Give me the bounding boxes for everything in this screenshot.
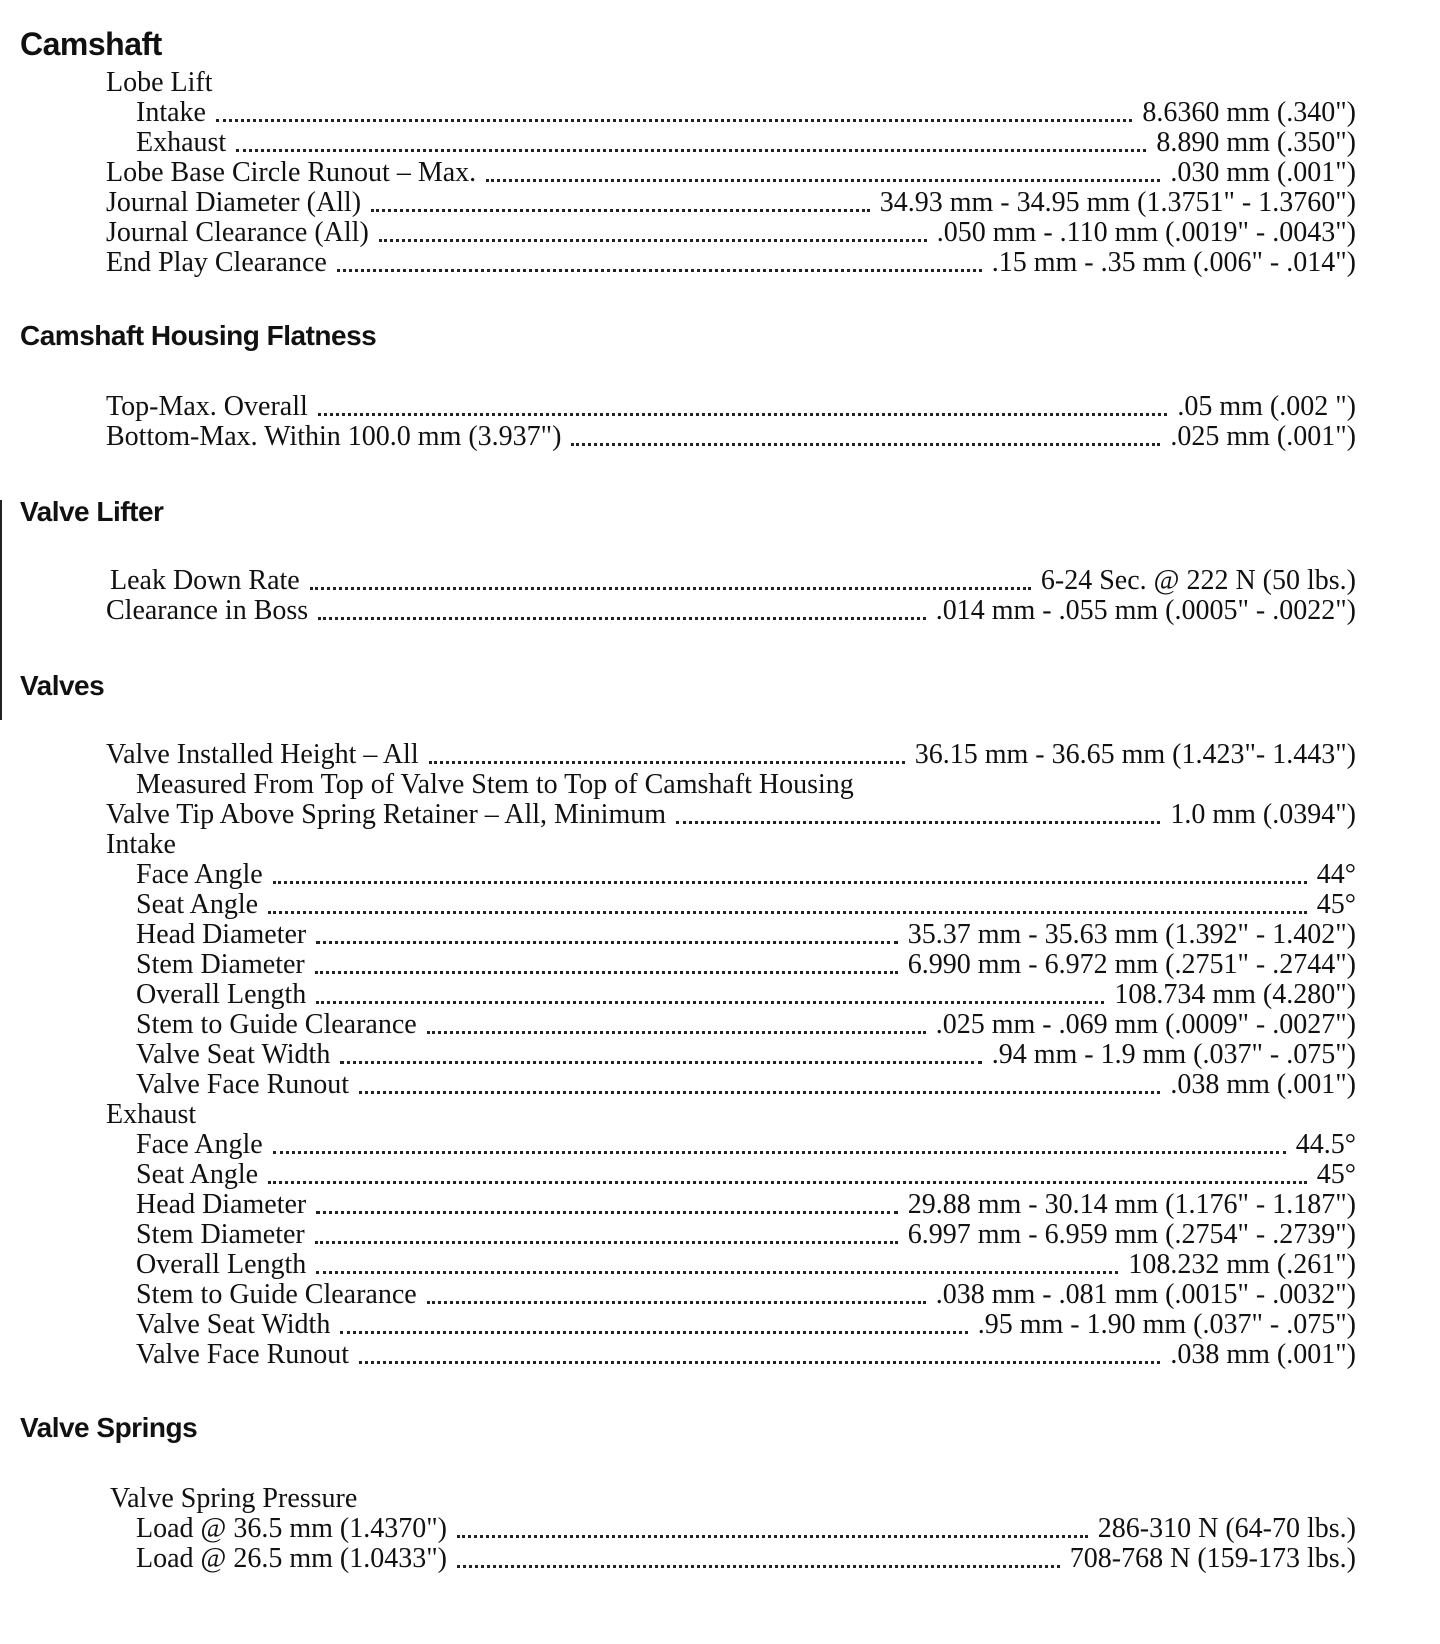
spec-value: .025 mm (.001"): [1170, 421, 1356, 452]
spec-value: 34.93 mm - 34.95 mm (1.3751" - 1.3760"): [879, 187, 1356, 218]
spec-value: .05 mm (.002 "): [1177, 391, 1356, 422]
spec-value: 6.990 mm - 6.972 mm (.2751" - .2744"): [907, 949, 1356, 980]
dot-leader: [379, 219, 927, 242]
spec-value: 286-310 N (64-70 lbs.): [1097, 1513, 1356, 1544]
dot-leader: [316, 981, 1104, 1004]
spec-label: End Play Clearance: [106, 247, 327, 278]
spec-label: Overall Length: [136, 979, 307, 1010]
dot-leader: [310, 567, 1031, 590]
spec-value: 108.734 mm (4.280"): [1114, 979, 1356, 1010]
dot-leader: [340, 1311, 967, 1334]
spec-row: [110, 566, 1356, 596]
spec-label: Seat Angle: [136, 889, 259, 920]
dot-leader: [268, 891, 1307, 914]
spec-label: Exhaust: [136, 127, 227, 158]
dot-leader: [429, 741, 905, 764]
spec-label: Valve Seat Width: [136, 1039, 331, 1070]
spec-label: Head Diameter: [136, 919, 307, 950]
spec-label: Head Diameter: [136, 1189, 307, 1220]
spec-value: 45°: [1316, 889, 1356, 920]
dot-leader: [337, 249, 982, 272]
spec-value: .025 mm - .069 mm (.0009" - .0027"): [935, 1009, 1356, 1040]
spec-label: Seat Angle: [136, 1159, 259, 1190]
dot-leader: [340, 1041, 981, 1064]
spec-label: Lobe Base Circle Runout – Max.: [106, 157, 477, 188]
spec-label: Valve Seat Width: [136, 1309, 331, 1340]
spec-label: Bottom-Max. Within 100.0 mm (3.937"): [106, 421, 562, 452]
spec-value: .15 mm - .35 mm (.006" - .014"): [991, 247, 1356, 278]
dot-leader: [315, 1221, 898, 1244]
spec-row: [136, 920, 1356, 950]
spec-value: 8.6360 mm (.340"): [1142, 97, 1356, 128]
spec-row: [136, 1220, 1356, 1250]
spec-value: .95 mm - 1.90 mm (.037" - .075"): [977, 1309, 1356, 1340]
dot-leader: [268, 1161, 1307, 1184]
spec-label: Overall Length: [136, 1249, 307, 1280]
spec-row: [136, 1040, 1356, 1070]
spec-row: [106, 800, 1356, 830]
spec-label: Stem to Guide Clearance: [136, 1279, 417, 1310]
spec-row: [136, 1544, 1356, 1574]
spec-value: 6-24 Sec. @ 222 N (50 lbs.): [1040, 565, 1356, 596]
spec-value: .038 mm - .081 mm (.0015" - .0032"): [935, 1279, 1356, 1310]
section-title-valve-lifter: Valve Lifter: [20, 496, 164, 527]
spec-row: [136, 1010, 1356, 1040]
spec-value: 44°: [1316, 859, 1356, 890]
margin-rule: [0, 500, 2, 720]
spec-row: [106, 188, 1356, 218]
spec-row: [136, 950, 1356, 980]
spec-label: Leak Down Rate: [110, 565, 300, 596]
dot-leader: [316, 921, 897, 944]
spec-label: Top-Max. Overall: [106, 391, 308, 422]
spec-label: Stem to Guide Clearance: [136, 1009, 417, 1040]
spec-row: [106, 422, 1356, 452]
spec-label: Load @ 26.5 mm (1.0433"): [136, 1543, 447, 1574]
spec-label: Face Angle: [136, 1129, 263, 1160]
spec-value: .038 mm (.001"): [1170, 1339, 1356, 1370]
section-title-camshaft: Camshaft: [20, 26, 162, 62]
spec-row: [136, 98, 1356, 128]
dot-leader: [236, 129, 1146, 152]
spec-value: .030 mm (.001"): [1170, 157, 1356, 188]
spec-row: [106, 596, 1356, 626]
spec-label: Stem Diameter: [136, 949, 305, 980]
spec-value: 108.232 mm (.261"): [1128, 1249, 1356, 1280]
spec-label: Valve Installed Height – All: [106, 739, 419, 770]
dot-leader: [359, 1341, 1160, 1364]
spec-value: 36.15 mm - 36.65 mm (1.423"- 1.443"): [914, 739, 1356, 770]
dot-leader: [486, 159, 1160, 182]
spec-row: [106, 248, 1356, 278]
spec-label: Valve Face Runout: [136, 1339, 350, 1370]
dot-leader: [457, 1515, 1088, 1538]
spec-row: [136, 890, 1356, 920]
dot-leader: [371, 189, 870, 212]
spec-row: [136, 1190, 1356, 1220]
dot-leader: [427, 1281, 926, 1304]
spec-label: Valve Face Runout: [136, 1069, 350, 1100]
dot-leader: [427, 1011, 926, 1034]
spec-row: [136, 1514, 1356, 1544]
dot-leader: [315, 951, 898, 974]
dot-leader: [359, 1071, 1160, 1094]
spec-label: Clearance in Boss: [106, 595, 309, 626]
spec-row: [136, 980, 1356, 1010]
spec-value: 44.5°: [1295, 1129, 1356, 1160]
dot-leader: [318, 597, 926, 620]
spec-row: [136, 1250, 1356, 1280]
spec-value: 1.0 mm (.0394"): [1170, 799, 1356, 830]
dot-leader: [273, 1131, 1286, 1154]
spec-row: [136, 1280, 1356, 1310]
spec-value: .038 mm (.001"): [1170, 1069, 1356, 1100]
spec-value: .94 mm - 1.9 mm (.037" - .075"): [991, 1039, 1356, 1070]
spec-value: 45°: [1316, 1159, 1356, 1190]
spec-label: Intake: [136, 97, 206, 128]
spec-label: Valve Tip Above Spring Retainer – All, Minimum: [106, 799, 667, 830]
spec-value: 35.37 mm - 35.63 mm (1.392" - 1.402"): [907, 919, 1356, 950]
dot-leader: [571, 423, 1160, 446]
dot-leader: [316, 1191, 897, 1214]
spec-value: 6.997 mm - 6.959 mm (.2754" - .2739"): [907, 1219, 1356, 1250]
spec-row: [106, 392, 1356, 422]
section-title-housing-flatness: Camshaft Housing Flatness: [20, 320, 377, 351]
dot-leader: [318, 393, 1168, 416]
spec-row: [136, 1130, 1356, 1160]
section-title-valves: Valves: [20, 670, 105, 701]
subheading-spring-pressure: Valve Spring Pressure: [110, 1483, 358, 1514]
spec-value: 708-768 N (159-173 lbs.): [1069, 1543, 1356, 1574]
spec-row: [106, 218, 1356, 248]
section-title-valve-springs: Valve Springs: [20, 1412, 198, 1443]
spec-label: Stem Diameter: [136, 1219, 305, 1250]
subheading-exhaust: Exhaust: [106, 1099, 197, 1130]
subheading-intake: Intake: [106, 829, 176, 860]
spec-value: .050 mm - .110 mm (.0019" - .0043"): [936, 217, 1356, 248]
dot-leader: [457, 1545, 1060, 1568]
spec-row: [136, 1340, 1356, 1370]
spec-label: Load @ 36.5 mm (1.4370"): [136, 1513, 447, 1544]
spec-row: [136, 1070, 1356, 1100]
spec-label: Face Angle: [136, 859, 263, 890]
spec-row: [136, 1310, 1356, 1340]
spec-value: 8.890 mm (.350"): [1156, 127, 1356, 158]
spec-label: Journal Diameter (All): [106, 187, 362, 218]
spec-row: [136, 128, 1356, 158]
spec-row: [136, 860, 1356, 890]
dot-leader: [316, 1251, 1118, 1274]
spec-row: [136, 1160, 1356, 1190]
spec-label: Journal Clearance (All): [106, 217, 369, 248]
dot-leader: [676, 801, 1160, 824]
spec-value: .014 mm - .055 mm (.0005" - .0022"): [935, 595, 1356, 626]
measurement-note: Measured From Top of Valve Stem to Top of Camshaft Housing: [136, 769, 854, 800]
dot-leader: [216, 99, 1132, 122]
subheading-lobe-lift: Lobe Lift: [106, 67, 213, 98]
dot-leader: [273, 861, 1307, 884]
spec-row: [106, 158, 1356, 188]
spec-value: 29.88 mm - 30.14 mm (1.176" - 1.187"): [907, 1189, 1356, 1220]
spec-row: [106, 740, 1356, 770]
